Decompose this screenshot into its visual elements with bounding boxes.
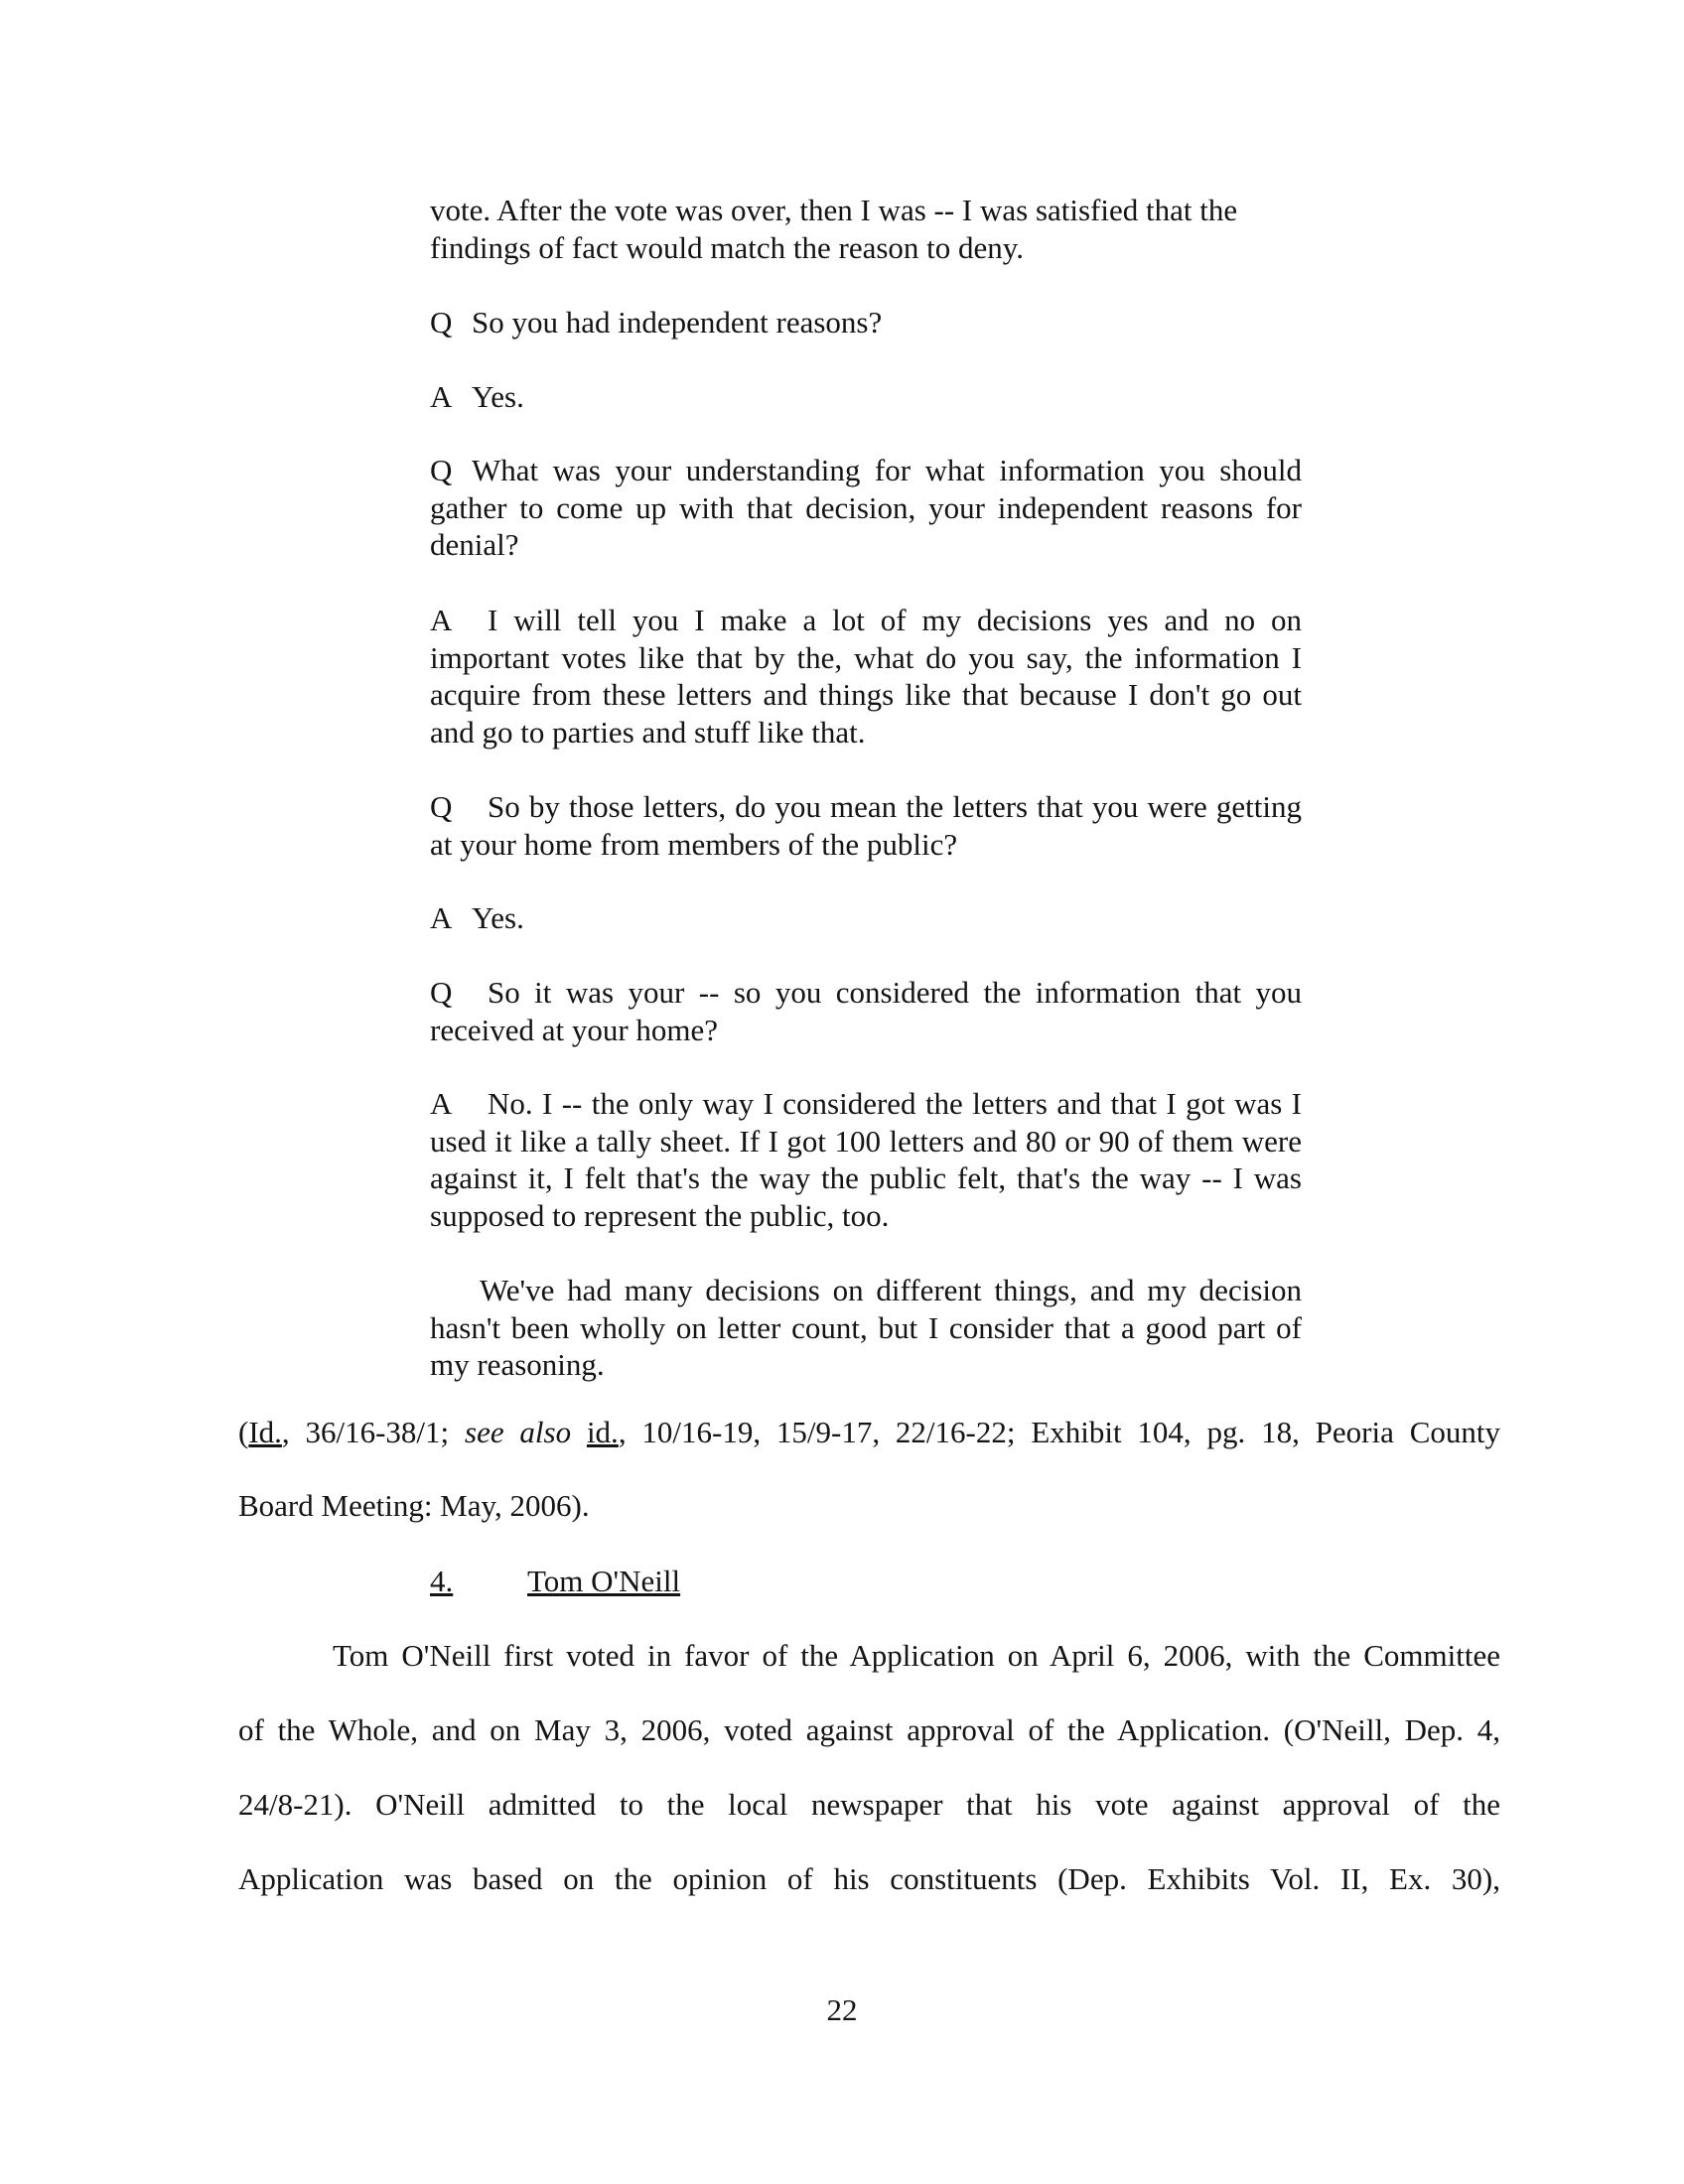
answer-1 <box>430 378 1302 416</box>
citation-line-2: Board Meeting: May, 2006). <box>238 1488 590 1523</box>
answer-text: Yes. <box>472 900 524 935</box>
citation-text: , 36/16-38/1; <box>281 1415 465 1449</box>
question-3 <box>430 788 1302 863</box>
answer-text: I will tell you I make a lot of my decisions yes and no on important votes like that by the, what do you say, the information I acquire from these letters and things like that because I don't go out and go to parties and stuff like that. <box>430 603 1302 750</box>
body-line-2: of the Whole, and on May 3, 2006, voted against approval of the Application. (O'Neill, Dep. 4, <box>238 1712 1500 1747</box>
id-citation: Id. <box>248 1415 282 1449</box>
body-line-1: Tom O'Neill first voted in favor of the Application on April 6, 2006, with the Committee <box>333 1638 1500 1673</box>
quote-continuation <box>430 192 1302 266</box>
page-number: 22 <box>826 1992 858 2027</box>
answer-text: Yes. <box>472 379 524 414</box>
body-line-4: Application was based on the opinion of his constituents (Dep. Exhibits Vol. II, Ex. 30), <box>238 1861 1500 1896</box>
citation-line-1: (Id., 36/16-38/1; see also id., 10/16-19, 15/9-17, 22/16-22; Exhibit 104, pg. 18, Peoria County <box>238 1415 1500 1449</box>
question-4 <box>430 974 1302 1048</box>
question-2 <box>430 452 1302 564</box>
answer-2 <box>430 602 1302 751</box>
question-marker: Q <box>430 975 453 1010</box>
answer-4-continuation: We've had many decisions on different things, and my decision hasn't been wholly on letter count, but I consider that a good part of my reasoning. <box>430 1273 1302 1382</box>
answer-marker: A <box>430 900 453 935</box>
question-marker: Q <box>430 453 453 487</box>
answer-4 <box>430 1085 1302 1234</box>
quote-line-1: vote. After the vote was over, then I was -- I was satisfied that the <box>430 193 1238 227</box>
id-citation-2: id. <box>586 1415 619 1449</box>
citation-text-2: , 10/16-19, 15/9-17, 22/16-22; Exhibit 104, pg. 18, Peoria County <box>618 1415 1500 1449</box>
question-text: So it was your -- so you considered the information that you received at your home? <box>430 975 1302 1047</box>
see-also-signal: see also <box>465 1415 572 1449</box>
answer-marker: A <box>430 1086 453 1121</box>
citation-space <box>571 1415 587 1449</box>
question-text: So you had independent reasons? <box>472 305 883 340</box>
section-heading <box>430 1563 680 1599</box>
answer-marker: A <box>430 379 453 414</box>
section-title: Tom O'Neill <box>527 1564 681 1598</box>
answer-marker: A <box>430 603 453 637</box>
section-number: 4. <box>430 1564 454 1598</box>
body-line-3: 24/8-21). O'Neill admitted to the local newspaper that his vote against approval of the <box>238 1787 1500 1822</box>
question-text: What was your understanding for what information you should gather to come up with that decision, your independent reasons for denial? <box>430 453 1302 562</box>
answer-text: No. I -- the only way I considered the letters and that I got was I used it like a tally sheet. If I got 100 letters and 80 or 90 of them were against it, I felt that's the way the public felt, that's the way -- I was supposed to represent the public, too. <box>430 1086 1302 1233</box>
question-1 <box>430 304 1302 341</box>
question-marker: Q <box>430 789 453 824</box>
question-text: So by those letters, do you mean the letters that you were getting at your home from members of the public? <box>430 789 1302 862</box>
answer-3 <box>430 899 1302 937</box>
question-marker: Q <box>430 305 453 340</box>
quote-line-2: findings of fact would match the reason to deny. <box>430 229 1025 265</box>
